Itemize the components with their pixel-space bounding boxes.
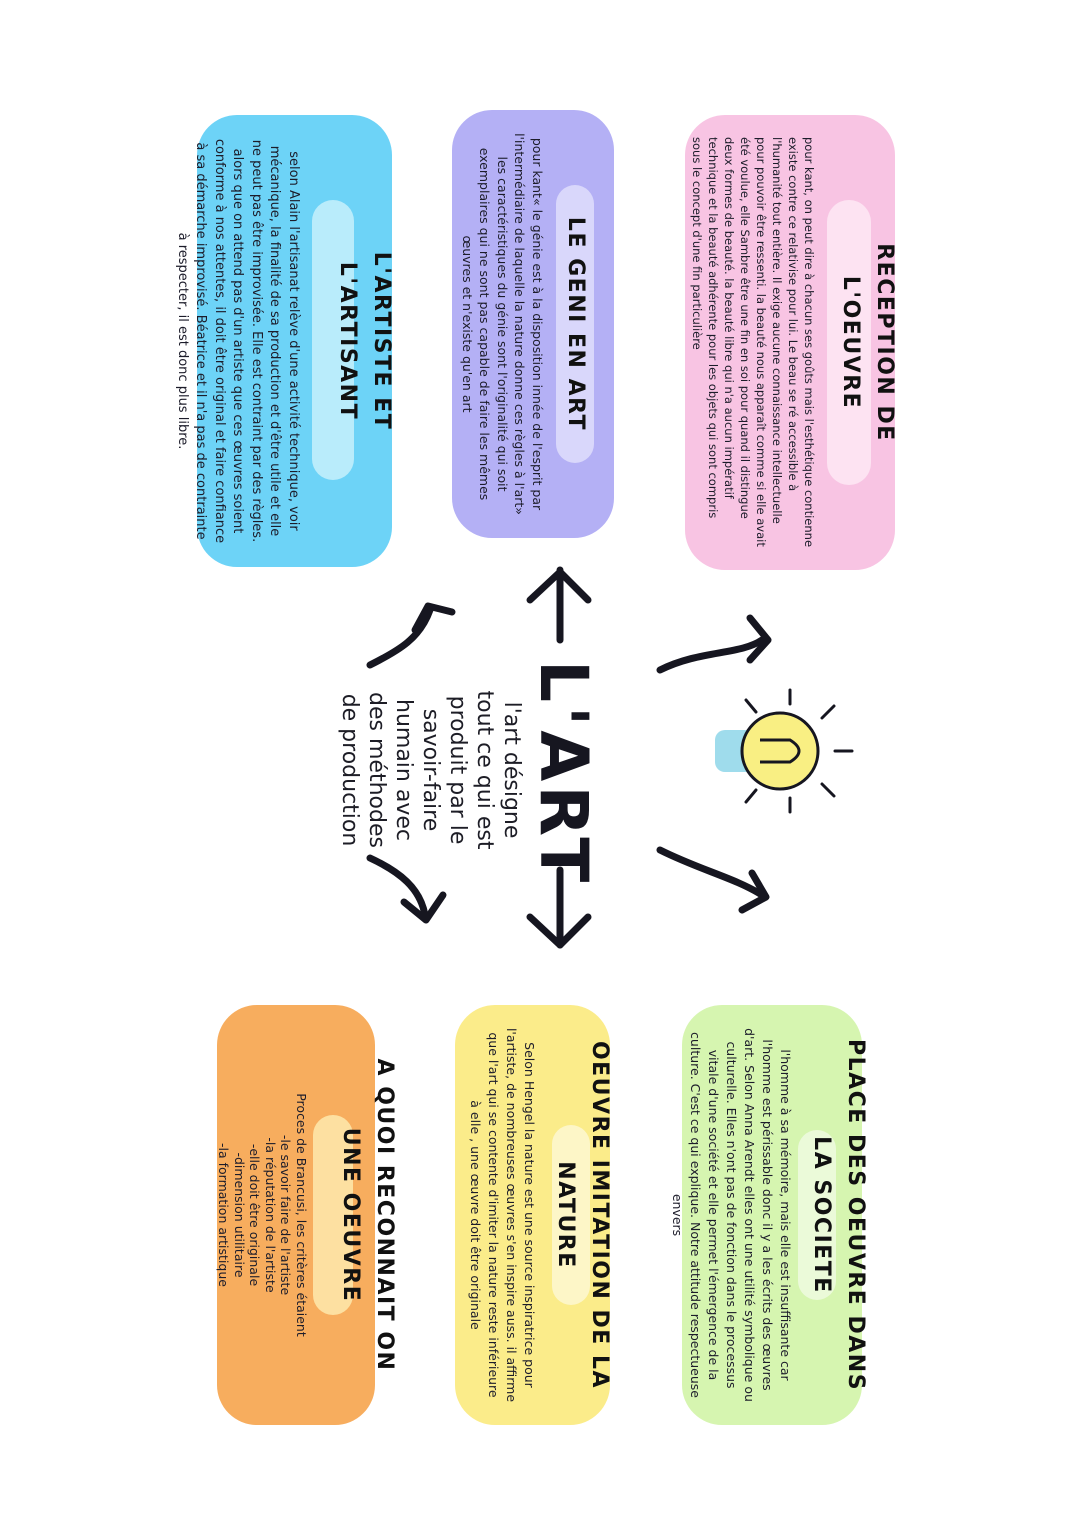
bulb-glass [742, 713, 818, 789]
card-imitation-body: Selon Hengel la nature est une source inspiratrice pour l'artiste, de nombreuses œuvres s'en inspire auss. il affirme que l'art qui se contente d'imiter la nature reste inférieure à elle , une œuvre doit être originale [468, 1027, 537, 1403]
card-reconnait-title: A QUOI RECONNAIT ON UNE OEUVRE [338, 1058, 397, 1372]
card-genie-title: LE GENI EN ART [563, 216, 588, 432]
card-artiste [175, 115, 394, 567]
card-societe-body: l'homme à sa mémoire, mais elle est insuffisante car l'homme est périssable donc il y a les écrits des œuvres d'art. Selon Anna Arendt elles ont une utilité symbolique ou culturelle. Elles n'ont pas de fonction dans le processus vitale d'une société et elle permet l'émergence de la culture. C'est ce qui explique. Notre attitude respectueuse envers [670, 1028, 793, 1402]
card-imitation [455, 1005, 610, 1425]
card-imitation-title: OEUVRE IMITATION DE LA NATURE [553, 1040, 612, 1390]
card-societe [670, 1005, 868, 1425]
card-societe-title: PLACE DES OEUVRE DANS LA SOCIETE [809, 1038, 868, 1392]
card-reception-title: RECEPTION DE L'OEUVRE [838, 243, 897, 442]
main-title: L'ART [525, 660, 602, 887]
card-artiste-body: selon Alain l'artisanat relève d'une activité technique, voir mécanique, la finalité de sa production et d'être utile et elle ne peut pas être improvisée. Elle est contraint par des règles. alors que on attend pas d'un artiste que ces œuvres soient conforme à nos attentes, il doit être original et faire confiance à sa démarche improvisé. Béatrice et il n'a pas de contrainte à respecter, il est donc plus libre. [175, 138, 301, 544]
card-reconnait [216, 1005, 397, 1425]
card-reception-body: pour kant, on peut dire à chacun ses goûts mais l'esthétique contienne existe contre ce relativise pour lui. Le beau se ré accessible à l'humanité tout entière. Il exige aucune connaissance intellectuelle pour pouvoir être ressenti. la beauté nous apparaît comme si elle avait été voulue, elle Sambre être une fin en soi pour quand il distingue deux formes de beauté. la beauté libre qui n'a aucun impératif technique et la beauté adhérente pour les objets qui sont compris sous le concept d'une fin particulière [690, 137, 816, 548]
card-reconnait-body: Proces de Brancusi, les critères étaient -le savoir faire de l'artiste -la réputation de l'artiste -elle doit être originale -dimension utilitaire -la formation artistique [216, 1093, 309, 1337]
card-reception [685, 115, 895, 570]
card-genie [452, 110, 614, 538]
card-artiste-title: L'ARTISTE ET L'ARTISANT [335, 251, 394, 431]
card-genie-body: pour kant« le génie est à la disposition innée de l'esprit par l'intermédiaire de laquelle la nature donne ces règles à l'art» les caractéristiques du génie sont l'originalité qui soit exemplaires qui ne sont pas capable de faire les mêmes œuvres et n'existe qu'en art [460, 133, 545, 515]
main-definition: l'art désigne tout ce qui est produit par le savoir-faire humain avec des méthodes de production [337, 690, 524, 850]
